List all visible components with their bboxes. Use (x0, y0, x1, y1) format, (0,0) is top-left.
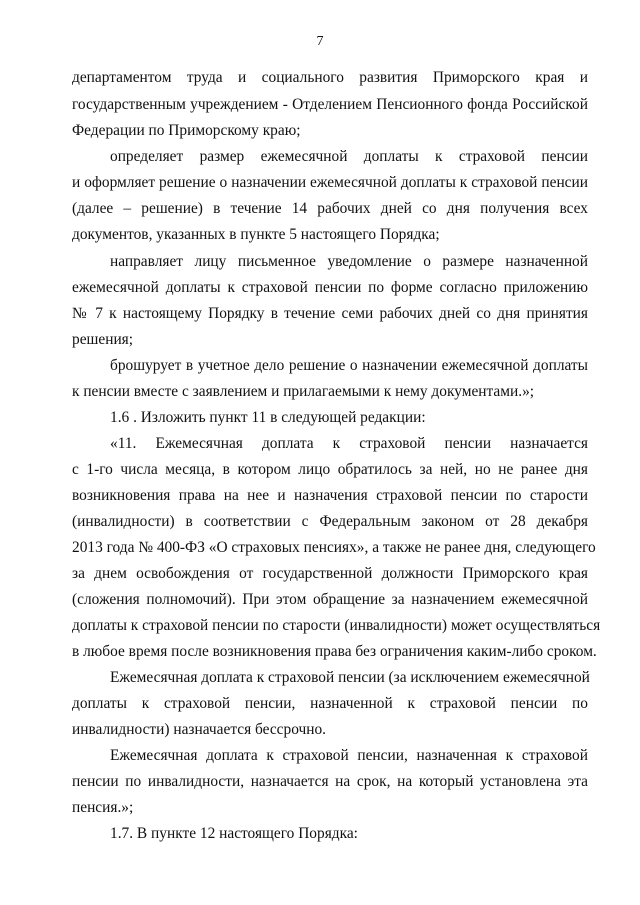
text-line: № 7 к настоящему Порядку в течение семи рабочих дней со дня принятия (72, 305, 588, 322)
text-line: решения; (72, 331, 134, 348)
text-line: (инвалидности) в соответствии с Федеральным законом от 28 декабря (72, 513, 588, 530)
text-line: направляет лицу письменное уведомление о размере назначенной (110, 253, 588, 270)
text-line: ежемесячной доплаты к страховой пенсии по форме согласно приложению (72, 279, 588, 296)
page-number: 7 (316, 34, 324, 49)
text-line: доплаты к страховой пенсии по старости (инвалидности) может осуществляться (72, 617, 601, 634)
text-line: департаментом труда и социального развития Приморского края и (72, 69, 588, 86)
text-line: 1.6 . Изложить пункт 11 в следующей редакции: (110, 409, 426, 426)
text-line: возникновения права на нее и назначения страховой пенсии по старости (72, 487, 588, 504)
text-line: пенсия.»; (72, 799, 134, 816)
text-line: определяет размер ежемесячной доплаты к страховой пенсии (110, 148, 588, 165)
text-line: Федерации по Приморскому краю; (72, 122, 301, 139)
text-line: 1.7. В пункте 12 настоящего Порядка: (110, 825, 358, 842)
text-line: документов, указанных в пункте 5 настоящего Порядка; (72, 226, 440, 243)
text-line: Ежемесячная доплата к страховой пенсии, назначенная к страховой (110, 747, 588, 764)
text-line: и оформляет решение о назначении ежемесячной доплаты к страховой пенсии (72, 174, 588, 191)
text-line: (сложения полномочий). При этом обращение за назначением ежемесячной (72, 591, 588, 608)
text-line: брошурует в учетное дело решение о назначении ежемесячной доплаты (110, 357, 588, 374)
text-line: с 1-го числа месяца, в котором лицо обратилось за ней, но не ранее дня (72, 461, 588, 478)
text-line: за днем освобождения от государственной должности Приморского края (72, 565, 588, 582)
text-line: Ежемесячная доплата к страховой пенсии (за исключением ежемесячной (110, 669, 590, 686)
text-line: 2013 года № 400-ФЗ «О страховых пенсиях», а также не ранее дня, следующего (72, 539, 596, 556)
text-line: к пенсии вместе с заявлением и прилагаемыми к нему документами.»; (72, 383, 535, 400)
text-line: пенсии по инвалидности, назначается на срок, на который установлена эта (72, 773, 588, 790)
text-line: государственным учреждением - Отделением Пенсионного фонда Российской (72, 96, 588, 113)
text-line: инвалидности) назначается бессрочно. (72, 721, 327, 738)
text-line: (далее – решение) в течение 14 рабочих дней со дня получения всех (72, 200, 588, 217)
text-line: «11. Ежемесячная доплата к страховой пенсии назначается (110, 435, 588, 452)
text-line: доплаты к страховой пенсии, назначенной к страховой пенсии по (72, 695, 588, 712)
text-line: в любое время после возникновения права без ограничения каким-либо сроком. (72, 643, 597, 660)
